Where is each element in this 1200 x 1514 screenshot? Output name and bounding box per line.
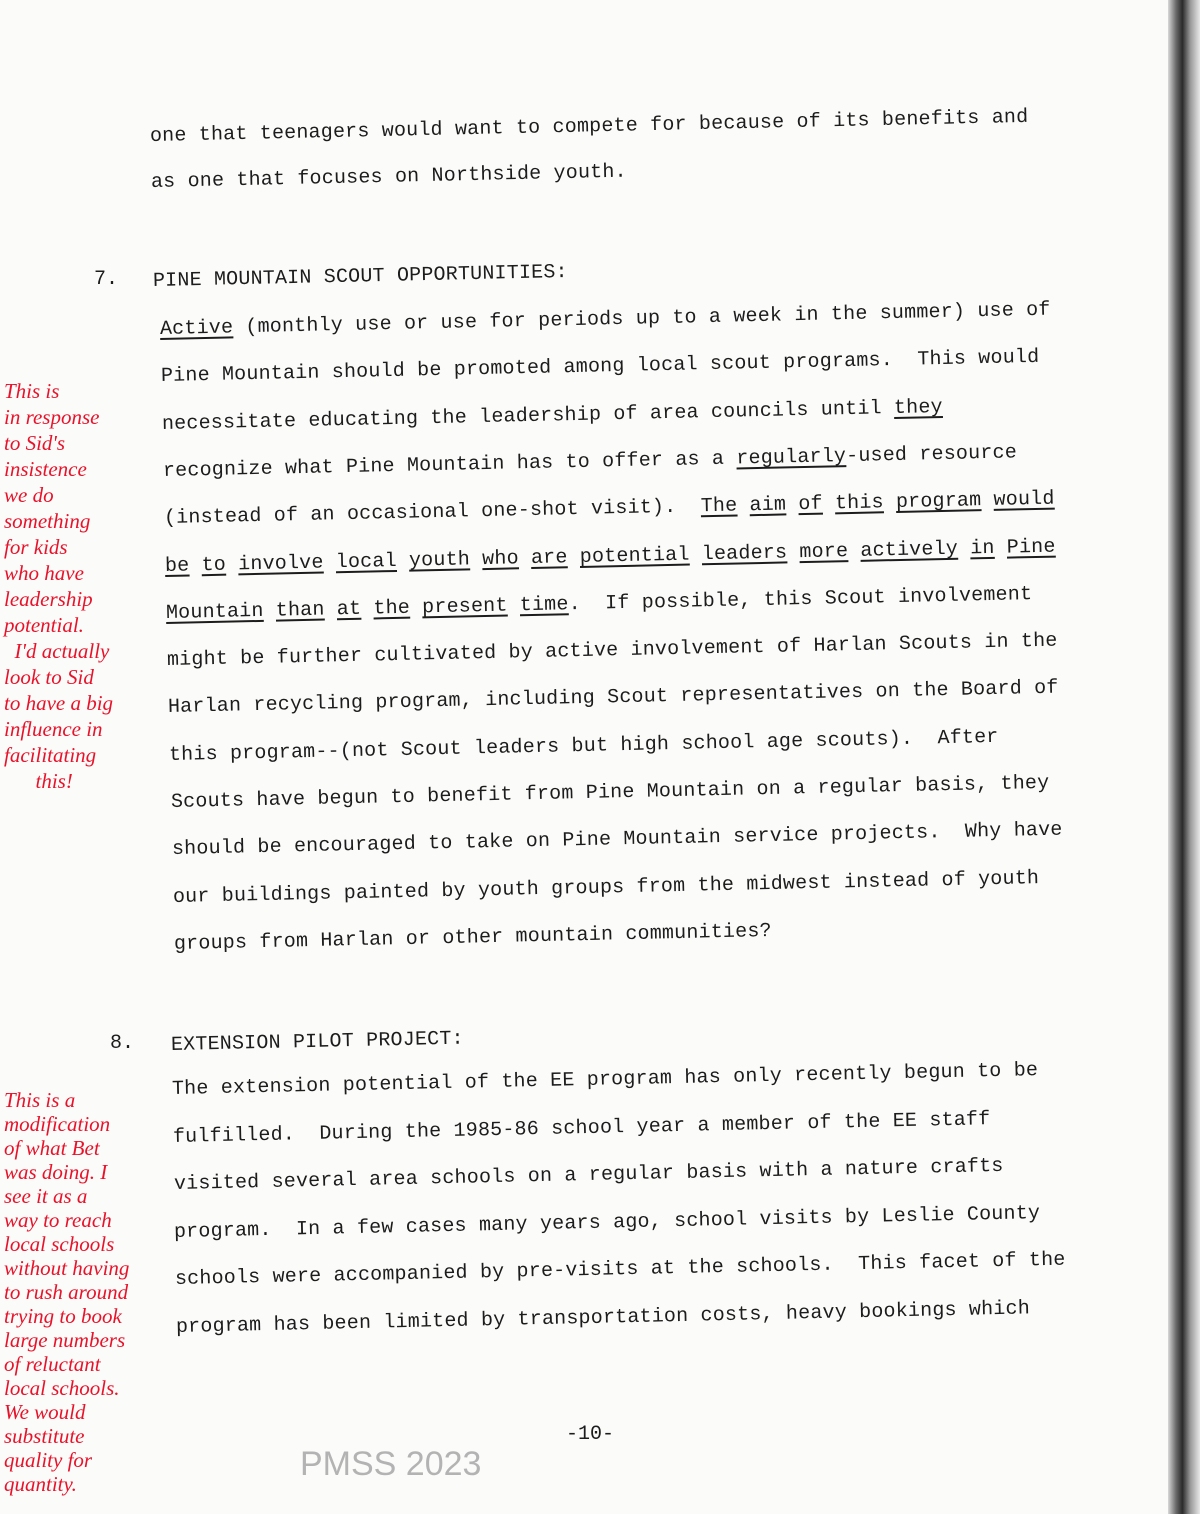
underlined-text: youth — [409, 547, 471, 573]
text-segment: Pine Mountain should be promoted among local scout programs. This would — [160, 346, 1040, 389]
text-segment — [786, 493, 799, 516]
underlined-text: at — [336, 597, 362, 622]
page-number: -10- — [566, 1423, 615, 1446]
text-segment — [884, 491, 897, 514]
text-segment: visited several area schools on a regular basis with a nature crafts — [173, 1155, 1004, 1197]
underlined-text: time — [519, 593, 570, 618]
text-line — [169, 726, 999, 767]
text-segment: program has been limited by transportation costs, heavy bookings which — [175, 1297, 1031, 1339]
underlined-text: involve — [238, 551, 325, 576]
text-segment: our buildings painted by youth groups from the midwest instead of youth — [172, 866, 1039, 909]
text-line — [151, 161, 627, 194]
underlined-text: who — [482, 546, 520, 571]
text-segment — [325, 598, 338, 621]
text-segment: groups from Harlan or other mountain communities? — [173, 919, 772, 956]
text-line — [165, 535, 1056, 577]
underlined-text: potential — [579, 543, 691, 569]
underlined-text: leaders — [701, 540, 788, 566]
text-segment: . If possible, this Scout involvement — [568, 582, 1033, 617]
text-segment: one that teenagers would want to compete for because of its benefits and — [149, 105, 1029, 148]
underlined-text: more — [799, 539, 849, 564]
underlined-text: program — [895, 489, 982, 515]
underlined-text: actively — [860, 537, 959, 563]
underlined-text: would — [993, 487, 1056, 513]
underlined-text: they — [893, 395, 944, 420]
text-segment: as one that focuses on Northside youth. — [150, 160, 628, 194]
text-segment — [508, 594, 521, 617]
text-segment: -used resource — [846, 441, 1018, 468]
text-line — [168, 677, 1059, 719]
text-segment — [397, 549, 410, 572]
underlined-text: aim — [749, 493, 787, 518]
underlined-text: regularly — [736, 444, 847, 471]
underlined-text: to — [201, 553, 227, 577]
underlined-text: the — [373, 596, 411, 621]
text-line — [163, 441, 1017, 483]
text-segment — [823, 493, 836, 516]
text-line — [173, 1108, 991, 1149]
text-segment: this program--(not Scout leaders but high school age scouts). After — [169, 725, 1000, 767]
underlined-text: this — [834, 491, 885, 516]
text-segment: The extension potential of the EE program has only recently begun to be — [171, 1059, 1039, 1101]
text-segment: schools were accompanied by pre-visits at the schools. This facet of the — [174, 1248, 1066, 1292]
text-line — [174, 1202, 1041, 1244]
underlined-text: Mountain — [166, 599, 265, 625]
text-segment — [981, 489, 994, 512]
handwritten-note-scouts: This is in response to Sid's insistence we do something for kids who have leadership potential. I'd actually look to Sid to have a big influence in facilitating this! — [4, 379, 114, 793]
underlined-text: be — [164, 553, 190, 578]
text-line — [166, 583, 1033, 625]
underlined-text: than — [275, 598, 326, 623]
text-segment: (instead of an occasional one-shot visit). — [163, 495, 702, 531]
text-line — [150, 106, 1029, 148]
text-line — [173, 1155, 1003, 1196]
text-line — [161, 346, 1040, 388]
text-segment — [848, 539, 861, 562]
text-segment — [264, 599, 277, 622]
text-segment: Harlan recycling program, including Scout representatives on the Board of — [168, 676, 1060, 720]
section-7-heading: PINE MOUNTAIN SCOUT OPPORTUNITIES: — [152, 260, 569, 293]
text-segment — [189, 554, 202, 577]
text-line — [164, 488, 1055, 530]
text-segment: fulfilled. During the 1985-86 school year a member of the EE staff — [172, 1107, 991, 1149]
underlined-text: present — [422, 594, 509, 620]
scanner-edge-shadow — [1168, 0, 1200, 1514]
underlined-text: Pine — [1006, 535, 1057, 560]
text-line — [175, 1249, 1066, 1291]
text-segment: program. In a few cases many years ago, school visits by Leslie County — [174, 1201, 1041, 1244]
text-segment: Scouts have begun to benefit from Pine Mountain on a regular basis, they — [170, 771, 1050, 814]
watermark: PMSS 2023 — [300, 1445, 482, 1483]
underlined-text: The — [700, 494, 738, 519]
text-segment — [324, 551, 337, 574]
underlined-text: in — [970, 536, 996, 560]
section-7-number: 7. — [94, 268, 119, 291]
text-segment — [737, 494, 750, 517]
section-8-number: 8. — [110, 1032, 135, 1055]
text-line — [162, 396, 943, 436]
text-line — [171, 819, 1062, 861]
text-segment: necessitate educating the leadership of area councils until — [161, 396, 895, 436]
text-segment — [787, 541, 800, 564]
text-line — [167, 630, 1058, 672]
text-segment — [690, 543, 703, 566]
text-line — [160, 299, 1051, 341]
text-segment — [519, 547, 532, 570]
underlined-text: are — [531, 545, 569, 570]
text-line — [170, 772, 1049, 814]
text-segment — [568, 545, 581, 568]
text-line — [173, 920, 771, 956]
text-line — [176, 1297, 1030, 1339]
handwritten-note-extension: This is a modification of what Bet was doing. I see it as a way to reach local schools without having to rush around trying to book large numbers of reluctant local schools. We would substitute quality for quantity. — [4, 1088, 130, 1496]
text-segment — [995, 536, 1008, 559]
underlined-text: local — [335, 549, 398, 574]
underlined-text: Active — [159, 316, 234, 341]
underlined-text: of — [798, 492, 824, 517]
text-segment: might be further cultivated by active involvement of Harlan Scouts in the — [167, 629, 1059, 673]
text-segment: recognize what Pine Mountain has to offer as a — [162, 447, 737, 483]
text-segment: should be encouraged to take on Pine Mountain service projects. Why have — [171, 818, 1063, 862]
text-segment: (monthly use or use for periods up to a week in the summer) use of — [232, 298, 1051, 340]
text-line — [172, 1059, 1039, 1101]
section-8-heading: EXTENSION PILOT PROJECT: — [170, 1027, 465, 1057]
text-line — [172, 867, 1039, 909]
